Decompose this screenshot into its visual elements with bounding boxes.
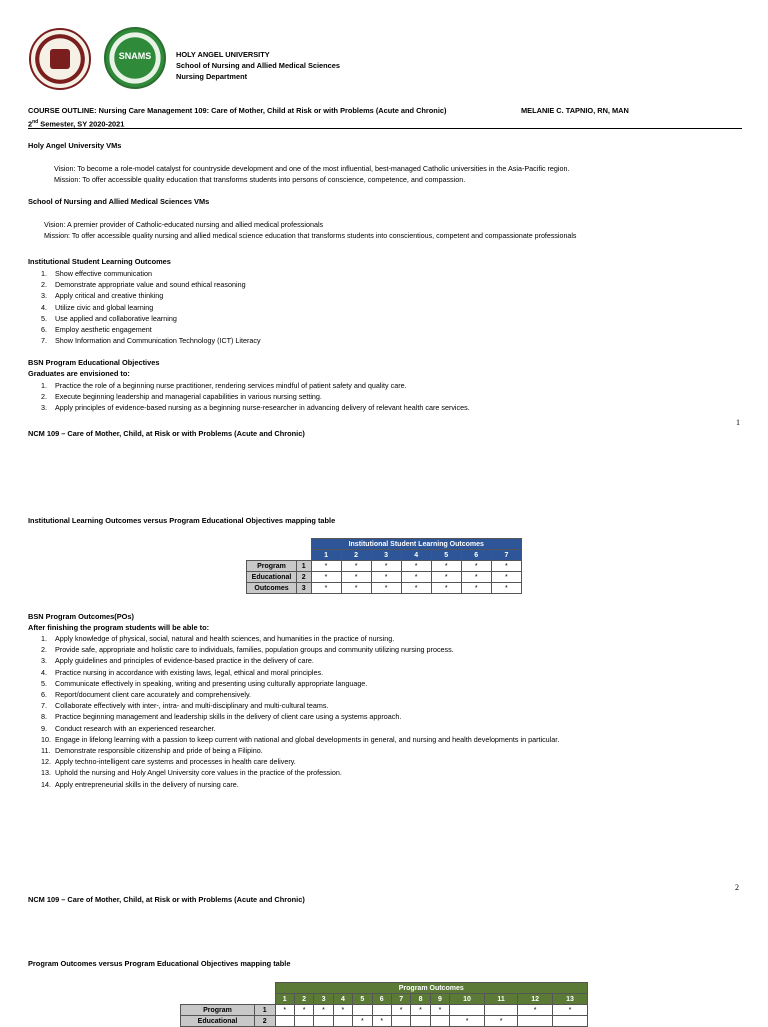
column-header: 4 xyxy=(401,550,431,561)
list-item: 7. Show Information and Communication Technology (ICT) Literacy xyxy=(41,336,261,346)
column-header: 7 xyxy=(491,550,521,561)
list-item: 1. Practice the role of a beginning nurse practitioner, rendering services mindful of patient safety and quality care. xyxy=(41,381,407,390)
list-item: 6. Report/document client care accurately and comprehensively. xyxy=(41,690,252,700)
column-header: 1 xyxy=(311,550,341,561)
list-item: 13. Uphold the nursing and Holy Angel University core values in the practice of the profession. xyxy=(41,768,342,778)
page-header-course: NCM 109 – Care of Mother, Child, at Risk or with Problems (Acute and Chronic) xyxy=(28,429,305,438)
list-item: 14. Apply entrepreneurial skills in the delivery of nursing care. xyxy=(41,779,239,789)
list-item: 3. Apply guidelines and principles of evidence-based practice in the delivery of care. xyxy=(41,656,314,666)
po-list xyxy=(41,633,559,790)
column-header: 6 xyxy=(461,550,491,561)
list-item: 4. Utilize civic and global learning xyxy=(41,302,154,312)
page-header-course: NCM 109 – Care of Mother, Child, at Risk or with Problems (Acute and Chronic) xyxy=(28,895,305,904)
po-intro: After finishing the program students will be able to: xyxy=(28,623,210,632)
islo-peo-mapping-table xyxy=(246,538,522,594)
hau-vms-heading: Holy Angel University VMs xyxy=(28,141,122,150)
table-row: Program 1 * * * * * * * * * xyxy=(181,1005,588,1016)
snams-vision: Vision: A premier provider of Catholic-educated nursing and allied medical professionals xyxy=(44,220,324,229)
table-header: Program Outcomes xyxy=(275,983,588,994)
list-item: 2. Demonstrate appropriate value and sound ethical reasoning xyxy=(41,280,246,290)
page-number: 2 xyxy=(735,883,739,892)
po-peo-mapping-table: Program Outcomes 1 2 3 4 5 6 7 8 9 10 11 12 13 Program 1 * * * * * * * * * Educational 2 * * * * xyxy=(180,982,588,1027)
snams-logo-text: SNAMS xyxy=(118,51,152,61)
table-header: Institutional Student Learning Outcomes xyxy=(311,539,522,550)
table-row: Educational 2 * * * * * * * xyxy=(247,572,522,583)
list-item: 2. Provide safe, appropriate and holistic care to individuals, families, population groups and community utilizing nursing process. xyxy=(41,645,454,655)
list-item: 3. Apply principles of evidence-based nursing as a beginning nurse-researcher in advancing delivery of relevant health care services. xyxy=(41,403,470,413)
islo-heading: Institutional Student Learning Outcomes xyxy=(28,257,171,266)
list-item: 4. Practice nursing in accordance with existing laws, legal, ethical and moral principles. xyxy=(41,667,324,677)
po-heading: BSN Program Outcomes(POs) xyxy=(28,612,134,621)
list-item: 1. Apply knowledge of physical, social, natural and health sciences, and humanities in the practice of nursing. xyxy=(41,634,395,643)
table-row: Program 1 * * * * * * * xyxy=(247,561,522,572)
column-header: 2 xyxy=(341,550,371,561)
table-row: Outcomes 3 * * * * * * * xyxy=(247,583,522,594)
list-item: 3. Apply critical and creative thinking xyxy=(41,291,164,301)
list-item: 6. Employ aesthetic engagement xyxy=(41,325,152,335)
hau-mission: Mission: To offer accessible quality education that transforms students into persons of conscience, competence, and compassion. xyxy=(54,175,466,184)
table2-title: Program Outcomes versus Program Educational Objectives mapping table xyxy=(28,959,291,968)
list-item: 8. Practice beginning management and leadership skills in the delivery of client care using a systems approach. xyxy=(41,712,402,722)
snams-vms-heading: School of Nursing and Allied Medical Sciences VMs xyxy=(28,197,210,206)
list-item: 9. Conduct research with an experienced researcher. xyxy=(41,723,216,733)
course-outline-title: COURSE OUTLINE: Nursing Care Management 109: Care of Mother, Child at Risk or with Problems (Acute and Chronic) xyxy=(28,106,447,115)
semester-line: 2nd Semester, SY 2020-2021 xyxy=(28,119,125,129)
page-number: 1 xyxy=(736,418,740,427)
list-item: 1. Show effective communication xyxy=(41,269,152,278)
list-item: 2. Execute beginning leadership and managerial capabilities in various nursing setting. xyxy=(41,392,322,402)
instructor-name: MELANIE C. TAPNIO, RN, MAN xyxy=(521,106,629,115)
list-item: 5. Communicate effectively in speaking, writing and presenting using culturally appropriate language. xyxy=(41,678,368,688)
list-item: 5. Use applied and collaborative learning xyxy=(41,313,177,323)
column-header: 5 xyxy=(431,550,461,561)
peo-intro: Graduates are envisioned to: xyxy=(28,369,130,378)
list-item: 7. Collaborate effectively with inter-, intra- and multi-disciplinary and multi-cultural teams. xyxy=(41,701,329,711)
snams-mission: Mission: To offer accessible quality nursing and allied medical science education that transforms students into conscientious, competent and compassionate professionals xyxy=(44,232,577,240)
header-divider xyxy=(28,128,742,129)
peo-heading: BSN Program Educational Objectives xyxy=(28,358,160,367)
peo-list xyxy=(41,380,470,414)
hau-seal-logo xyxy=(29,28,91,90)
list-item: 10. Engage in lifelong learning with a passion to keep current with national and global developments in general, and nursing and health developments in particular. xyxy=(41,734,560,744)
table1-title: Institutional Learning Outcomes versus Program Educational Objectives mapping table xyxy=(28,516,336,525)
column-header: 3 xyxy=(371,550,401,561)
university-name: HOLY ANGEL UNIVERSITY xyxy=(176,50,270,59)
hau-vision: Vision: To become a role-model catalyst for countryside development and one of the most influential, best-managed Catholic universities in the Asia-Pacific region. xyxy=(54,164,570,173)
table-row: Educational 2 * * * * xyxy=(181,1016,588,1027)
school-name: School of Nursing and Allied Medical Sciences xyxy=(176,61,340,70)
list-item: 12. Apply techno-intelligent care systems and processes in health care delivery. xyxy=(41,757,296,767)
islo-list xyxy=(41,268,261,346)
snams-seal-logo xyxy=(104,27,166,89)
department-name: Nursing Department xyxy=(176,72,248,81)
list-item: 11. Demonstrate responsible citizenship and pride of being a Filipino. xyxy=(41,746,263,756)
